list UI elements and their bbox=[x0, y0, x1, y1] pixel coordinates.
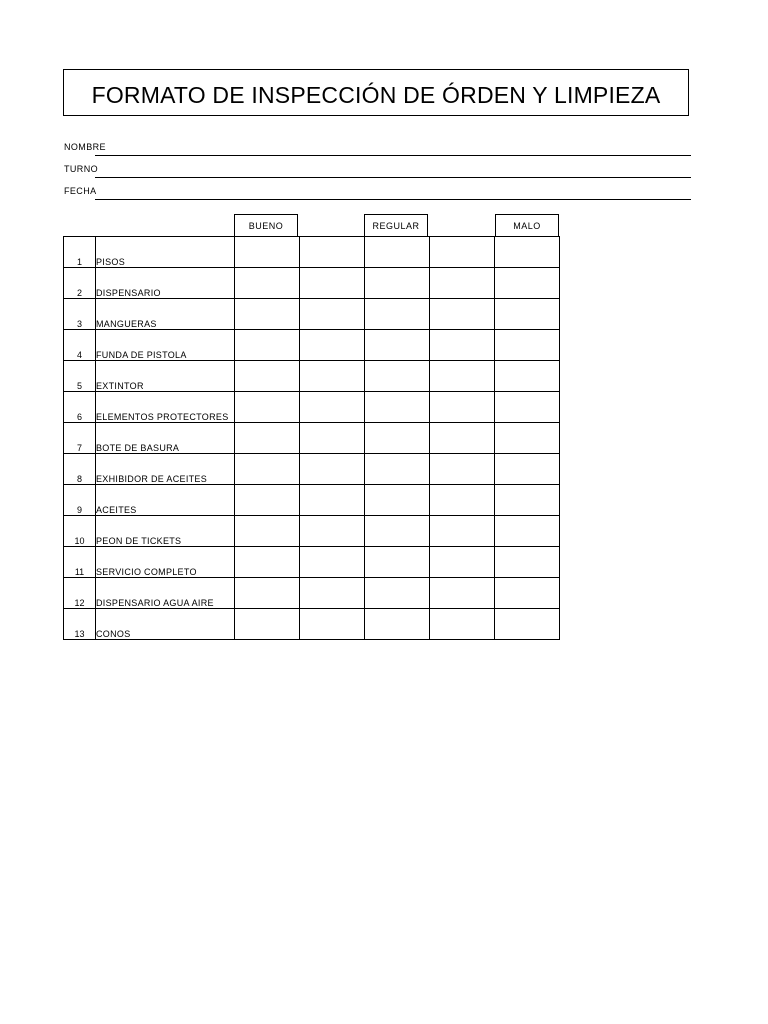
table-row bbox=[64, 485, 560, 516]
turno-label: TURNO bbox=[64, 164, 98, 174]
table-row bbox=[64, 578, 560, 609]
bueno-extra-cell[interactable] bbox=[300, 237, 365, 268]
row-number: 9 bbox=[64, 485, 96, 516]
malo-cell[interactable] bbox=[495, 423, 560, 454]
regular-extra-cell[interactable] bbox=[430, 268, 495, 299]
row-number: 2 bbox=[64, 268, 96, 299]
bueno-extra-cell[interactable] bbox=[300, 485, 365, 516]
regular-extra-cell[interactable] bbox=[430, 578, 495, 609]
bueno-extra-cell[interactable] bbox=[300, 299, 365, 330]
regular-cell[interactable] bbox=[365, 330, 430, 361]
header-regular: REGULAR bbox=[364, 214, 428, 236]
bueno-extra-cell[interactable] bbox=[300, 609, 365, 640]
table-row bbox=[64, 299, 560, 330]
bueno-cell[interactable] bbox=[235, 516, 300, 547]
regular-extra-cell[interactable] bbox=[430, 361, 495, 392]
bueno-extra-cell[interactable] bbox=[300, 578, 365, 609]
item-label: CONOS bbox=[96, 609, 235, 640]
malo-cell[interactable] bbox=[495, 454, 560, 485]
regular-extra-cell[interactable] bbox=[430, 609, 495, 640]
row-number: 12 bbox=[64, 578, 96, 609]
regular-cell[interactable] bbox=[365, 547, 430, 578]
bueno-extra-cell[interactable] bbox=[300, 361, 365, 392]
bueno-extra-cell[interactable] bbox=[300, 454, 365, 485]
regular-extra-cell[interactable] bbox=[430, 392, 495, 423]
regular-cell[interactable] bbox=[365, 299, 430, 330]
bueno-cell[interactable] bbox=[235, 392, 300, 423]
malo-cell[interactable] bbox=[495, 237, 560, 268]
bueno-extra-cell[interactable] bbox=[300, 516, 365, 547]
item-label: DISPENSARIO bbox=[96, 268, 235, 299]
regular-cell[interactable] bbox=[365, 485, 430, 516]
malo-cell[interactable] bbox=[495, 330, 560, 361]
regular-cell[interactable] bbox=[365, 268, 430, 299]
bueno-cell[interactable] bbox=[235, 330, 300, 361]
row-number: 10 bbox=[64, 516, 96, 547]
item-label: ELEMENTOS PROTECTORES bbox=[96, 392, 235, 423]
regular-cell[interactable] bbox=[365, 578, 430, 609]
regular-extra-cell[interactable] bbox=[430, 516, 495, 547]
bueno-cell[interactable] bbox=[235, 361, 300, 392]
item-label: PISOS bbox=[96, 237, 235, 268]
bueno-cell[interactable] bbox=[235, 547, 300, 578]
bueno-extra-cell[interactable] bbox=[300, 547, 365, 578]
bueno-cell[interactable] bbox=[235, 268, 300, 299]
regular-cell[interactable] bbox=[365, 516, 430, 547]
malo-cell[interactable] bbox=[495, 485, 560, 516]
bueno-cell[interactable] bbox=[235, 299, 300, 330]
item-label: FUNDA DE PISTOLA bbox=[96, 330, 235, 361]
row-number: 13 bbox=[64, 609, 96, 640]
regular-extra-cell[interactable] bbox=[430, 423, 495, 454]
malo-cell[interactable] bbox=[495, 516, 560, 547]
item-label: EXTINTOR bbox=[96, 361, 235, 392]
bueno-cell[interactable] bbox=[235, 423, 300, 454]
bueno-extra-cell[interactable] bbox=[300, 423, 365, 454]
regular-cell[interactable] bbox=[365, 392, 430, 423]
row-number: 5 bbox=[64, 361, 96, 392]
malo-cell[interactable] bbox=[495, 268, 560, 299]
malo-cell[interactable] bbox=[495, 361, 560, 392]
fecha-label: FECHA bbox=[64, 186, 97, 196]
row-number: 7 bbox=[64, 423, 96, 454]
turno-line[interactable] bbox=[95, 177, 691, 178]
regular-cell[interactable] bbox=[365, 361, 430, 392]
row-number: 3 bbox=[64, 299, 96, 330]
row-number: 1 bbox=[64, 237, 96, 268]
bueno-extra-cell[interactable] bbox=[300, 330, 365, 361]
regular-cell[interactable] bbox=[365, 423, 430, 454]
table-row bbox=[64, 268, 560, 299]
item-label: MANGUERAS bbox=[96, 299, 235, 330]
malo-cell[interactable] bbox=[495, 299, 560, 330]
malo-cell[interactable] bbox=[495, 392, 560, 423]
item-label: ACEITES bbox=[96, 485, 235, 516]
inspection-table bbox=[63, 236, 560, 640]
item-label: PEON DE TICKETS bbox=[96, 516, 235, 547]
item-label: EXHIBIDOR DE ACEITES bbox=[96, 454, 235, 485]
item-label: BOTE DE BASURA bbox=[96, 423, 235, 454]
table-row bbox=[64, 454, 560, 485]
malo-cell[interactable] bbox=[495, 578, 560, 609]
header-malo: MALO bbox=[495, 214, 559, 236]
regular-cell[interactable] bbox=[365, 237, 430, 268]
row-number: 11 bbox=[64, 547, 96, 578]
form-title-box bbox=[63, 69, 689, 116]
bueno-cell[interactable] bbox=[235, 578, 300, 609]
turno-field[interactable] bbox=[64, 164, 691, 178]
table-row bbox=[64, 423, 560, 454]
regular-extra-cell[interactable] bbox=[430, 454, 495, 485]
bueno-extra-cell[interactable] bbox=[300, 268, 365, 299]
fecha-line[interactable] bbox=[95, 199, 691, 200]
bueno-cell[interactable] bbox=[235, 609, 300, 640]
malo-cell[interactable] bbox=[495, 547, 560, 578]
nombre-field[interactable] bbox=[64, 142, 691, 156]
row-number: 6 bbox=[64, 392, 96, 423]
table-row bbox=[64, 237, 560, 268]
item-label: SERVICIO COMPLETO bbox=[96, 547, 235, 578]
table-row bbox=[64, 516, 560, 547]
regular-extra-cell[interactable] bbox=[430, 547, 495, 578]
nombre-line[interactable] bbox=[95, 155, 691, 156]
fecha-field[interactable] bbox=[64, 186, 691, 200]
bueno-cell[interactable] bbox=[235, 485, 300, 516]
regular-extra-cell[interactable] bbox=[430, 237, 495, 268]
malo-cell[interactable] bbox=[495, 609, 560, 640]
table-row bbox=[64, 547, 560, 578]
table-row bbox=[64, 361, 560, 392]
table-row bbox=[64, 330, 560, 361]
bueno-extra-cell[interactable] bbox=[300, 392, 365, 423]
row-number: 8 bbox=[64, 454, 96, 485]
header-bueno: BUENO bbox=[234, 214, 298, 236]
regular-extra-cell[interactable] bbox=[430, 330, 495, 361]
table-row bbox=[64, 392, 560, 423]
bueno-cell[interactable] bbox=[235, 454, 300, 485]
nombre-label: NOMBRE bbox=[64, 142, 106, 152]
table-row bbox=[64, 609, 560, 640]
regular-cell[interactable] bbox=[365, 609, 430, 640]
form-title: FORMATO DE INSPECCIÓN DE ÓRDEN Y LIMPIEZA bbox=[91, 82, 661, 108]
row-number: 4 bbox=[64, 330, 96, 361]
bueno-cell[interactable] bbox=[235, 237, 300, 268]
regular-extra-cell[interactable] bbox=[430, 299, 495, 330]
item-label: DISPENSARIO AGUA AIRE bbox=[96, 578, 235, 609]
regular-cell[interactable] bbox=[365, 454, 430, 485]
regular-extra-cell[interactable] bbox=[430, 485, 495, 516]
